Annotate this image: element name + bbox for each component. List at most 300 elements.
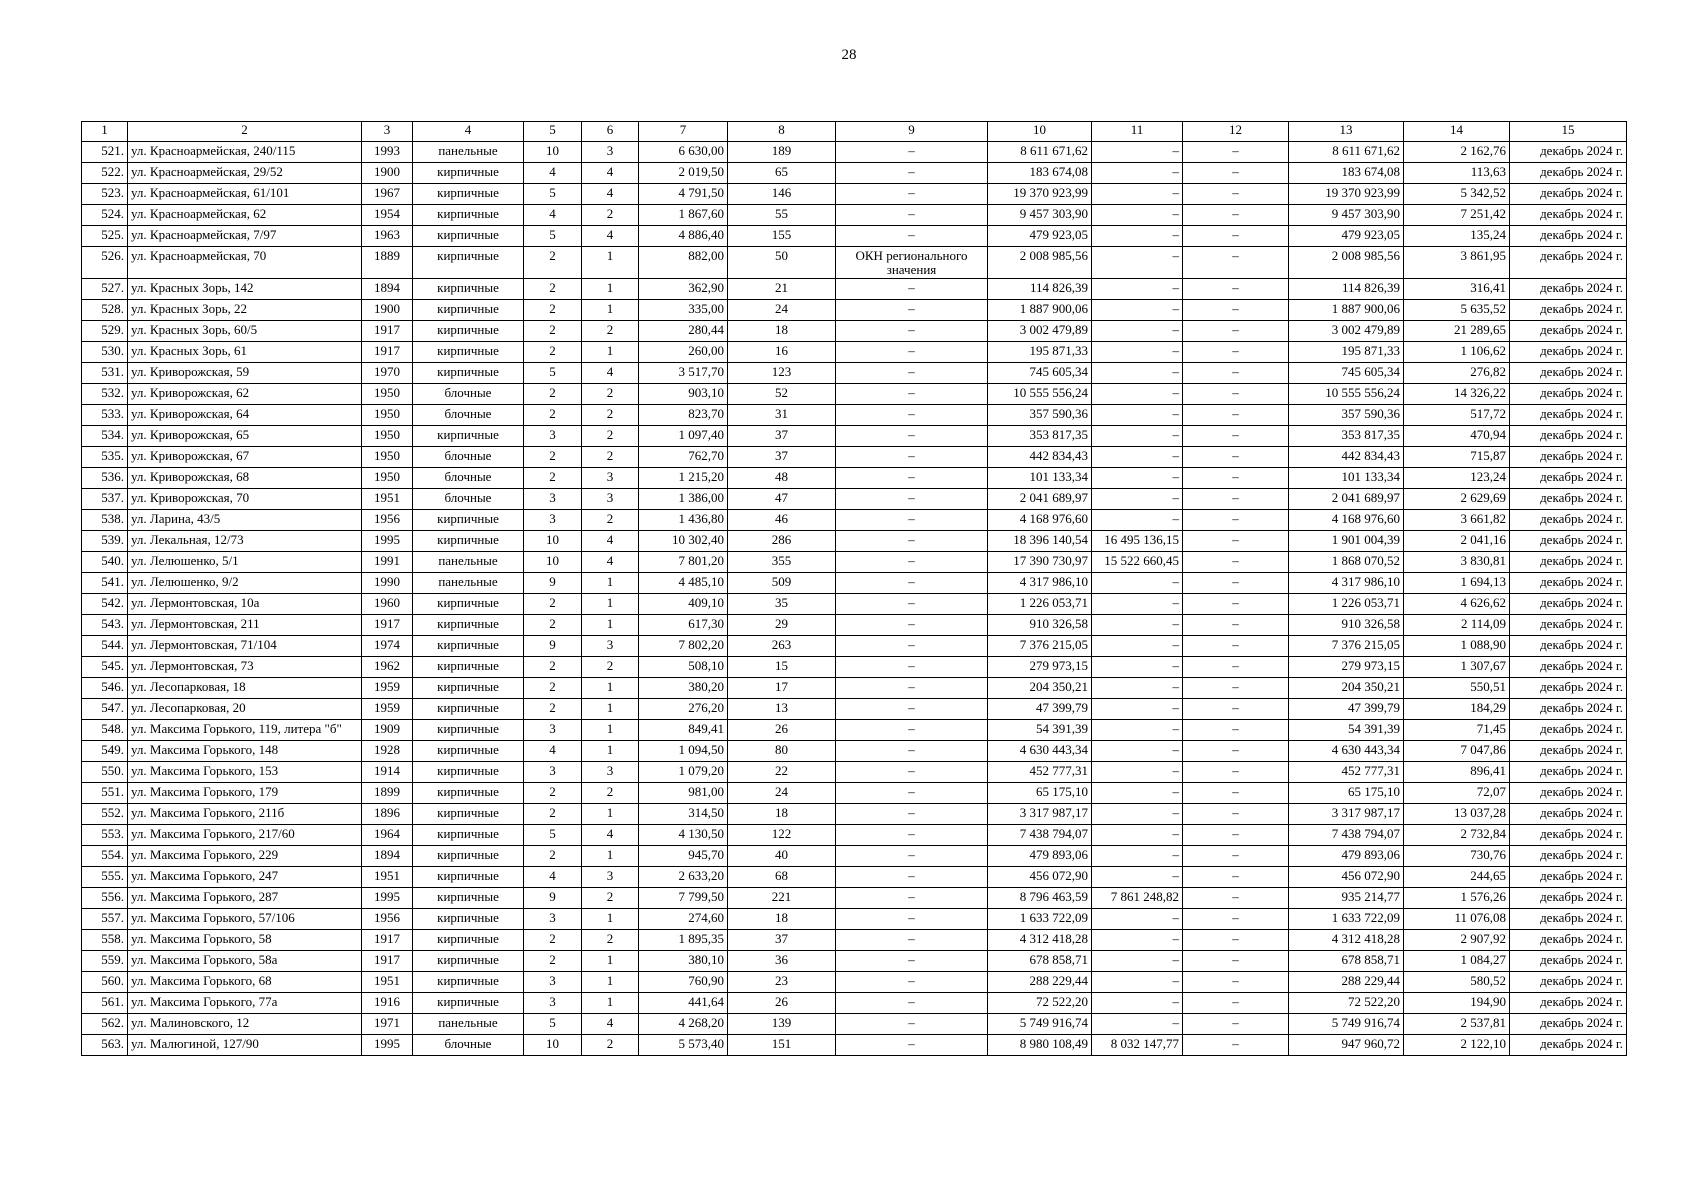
table-row	[82, 205, 1627, 226]
table-cell: 442 834,43	[988, 447, 1092, 468]
table-cell: 4 168 976,60	[988, 510, 1092, 531]
table-cell: –	[836, 762, 988, 783]
table-cell: –	[1183, 426, 1289, 447]
table-cell: –	[1092, 163, 1183, 184]
table-cell: 1900	[362, 163, 413, 184]
table-cell: –	[1092, 720, 1183, 741]
table-cell: 945,70	[639, 846, 728, 867]
table-cell: 31	[728, 405, 836, 426]
table-cell: 184,29	[1404, 699, 1510, 720]
table-cell: блочные	[413, 384, 524, 405]
table-cell: –	[836, 888, 988, 909]
table-cell: декабрь 2024 г.	[1510, 510, 1627, 531]
table-cell: 1	[582, 720, 639, 741]
table-cell: 546.	[82, 678, 128, 699]
table-cell: –	[1183, 867, 1289, 888]
table-cell: –	[1183, 846, 1289, 867]
table-cell: 3	[524, 909, 582, 930]
table-cell: –	[836, 615, 988, 636]
table-cell: 19 370 923,99	[988, 184, 1092, 205]
table-cell: 9	[524, 573, 582, 594]
table-cell: –	[1092, 909, 1183, 930]
table-cell: –	[1092, 142, 1183, 163]
table-cell: 36	[728, 951, 836, 972]
table-cell: 286	[728, 531, 836, 552]
table-cell: 279 973,15	[988, 657, 1092, 678]
table-cell: –	[1092, 804, 1183, 825]
table-cell: –	[1183, 909, 1289, 930]
table-cell: 22	[728, 762, 836, 783]
table-cell: ул. Красноармейская, 62	[128, 205, 362, 226]
table-cell: 1959	[362, 699, 413, 720]
table-cell: 288 229,44	[1289, 972, 1404, 993]
table-cell: 1 868 070,52	[1289, 552, 1404, 573]
table-cell: –	[1092, 930, 1183, 951]
table-cell: 441,64	[639, 993, 728, 1014]
table-cell: ул. Малиновского, 12	[128, 1014, 362, 1035]
table-cell: –	[836, 804, 988, 825]
table-cell: 550,51	[1404, 678, 1510, 699]
table-cell: декабрь 2024 г.	[1510, 489, 1627, 510]
table-row	[82, 867, 1627, 888]
table-cell: 2	[582, 510, 639, 531]
table-cell: кирпичные	[413, 184, 524, 205]
table-cell: –	[1092, 636, 1183, 657]
table-cell: 4	[582, 531, 639, 552]
table-cell: 1956	[362, 909, 413, 930]
table-cell: 21	[728, 279, 836, 300]
table-cell: декабрь 2024 г.	[1510, 279, 1627, 300]
table-cell: 981,00	[639, 783, 728, 804]
table-cell: 2	[524, 247, 582, 279]
table-cell: 4 312 418,28	[1289, 930, 1404, 951]
table-cell: 1894	[362, 279, 413, 300]
table-cell: 52	[728, 384, 836, 405]
table-cell: 29	[728, 615, 836, 636]
table-cell: 5	[524, 363, 582, 384]
table-cell: 1	[582, 804, 639, 825]
column-header: 8	[728, 122, 836, 142]
table-cell: 1995	[362, 888, 413, 909]
table-cell: ул. Красноармейская, 70	[128, 247, 362, 279]
table-cell: 1950	[362, 447, 413, 468]
table-cell: 353 817,35	[988, 426, 1092, 447]
table-cell: 1 088,90	[1404, 636, 1510, 657]
table-row	[82, 636, 1627, 657]
table-cell: 18	[728, 804, 836, 825]
table-cell: 5	[524, 184, 582, 205]
table-cell: –	[836, 741, 988, 762]
table-cell: –	[1092, 972, 1183, 993]
table-row	[82, 363, 1627, 384]
table-cell: 4 485,10	[639, 573, 728, 594]
table-cell: блочные	[413, 447, 524, 468]
table-cell: ул. Максима Горького, 148	[128, 741, 362, 762]
table-cell: 3 002 479,89	[1289, 321, 1404, 342]
table-cell: 10	[524, 142, 582, 163]
table-cell: 3	[524, 720, 582, 741]
table-cell: 3 661,82	[1404, 510, 1510, 531]
table-row	[82, 573, 1627, 594]
table-cell: 1950	[362, 405, 413, 426]
table-cell: 533.	[82, 405, 128, 426]
table-cell: 539.	[82, 531, 128, 552]
table-cell: ул. Красноармейская, 61/101	[128, 184, 362, 205]
table-cell: декабрь 2024 г.	[1510, 321, 1627, 342]
table-cell: блочные	[413, 405, 524, 426]
table-cell: декабрь 2024 г.	[1510, 825, 1627, 846]
table-cell: 1995	[362, 1035, 413, 1056]
table-cell: ул. Максима Горького, 58	[128, 930, 362, 951]
table-row	[82, 909, 1627, 930]
table-cell: декабрь 2024 г.	[1510, 226, 1627, 247]
table-cell: 823,70	[639, 405, 728, 426]
table-cell: 542.	[82, 594, 128, 615]
table-cell: 678 858,71	[1289, 951, 1404, 972]
table-cell: блочные	[413, 489, 524, 510]
table-cell: 849,41	[639, 720, 728, 741]
table-cell: 7 251,42	[1404, 205, 1510, 226]
table-cell: –	[1092, 363, 1183, 384]
table-cell: 2	[524, 615, 582, 636]
table-cell: 1995	[362, 531, 413, 552]
table-cell: 151	[728, 1035, 836, 1056]
table-cell: 528.	[82, 300, 128, 321]
table-cell: 3	[582, 468, 639, 489]
column-header: 5	[524, 122, 582, 142]
table-row	[82, 552, 1627, 573]
table-cell: ул. Максима Горького, 217/60	[128, 825, 362, 846]
table-cell: 550.	[82, 762, 128, 783]
table-cell: ул. Максима Горького, 153	[128, 762, 362, 783]
table-row	[82, 468, 1627, 489]
table-cell: 2	[582, 783, 639, 804]
table-cell: –	[1092, 184, 1183, 205]
table-cell: 1	[582, 300, 639, 321]
table-cell: 3	[524, 972, 582, 993]
column-header: 15	[1510, 122, 1627, 142]
table-cell: –	[836, 279, 988, 300]
table-cell: кирпичные	[413, 846, 524, 867]
table-cell: 1 901 004,39	[1289, 531, 1404, 552]
table-cell: 139	[728, 1014, 836, 1035]
table-cell: –	[836, 846, 988, 867]
table-cell: кирпичные	[413, 226, 524, 247]
table-cell: 7 047,86	[1404, 741, 1510, 762]
table-cell: 8 796 463,59	[988, 888, 1092, 909]
table-cell: 1 106,62	[1404, 342, 1510, 363]
table-cell: 4 317 986,10	[1289, 573, 1404, 594]
table-cell: 7 799,50	[639, 888, 728, 909]
table-cell: 1 386,00	[639, 489, 728, 510]
table-cell: 7 861 248,82	[1092, 888, 1183, 909]
table-cell: –	[1183, 384, 1289, 405]
table-cell: 2 162,76	[1404, 142, 1510, 163]
table-cell: 24	[728, 300, 836, 321]
table-cell: 4 630 443,34	[1289, 741, 1404, 762]
table-cell: 7 376 215,05	[988, 636, 1092, 657]
table-cell: 5 749 916,74	[988, 1014, 1092, 1035]
table-cell: –	[1092, 594, 1183, 615]
table-cell: ул. Криворожская, 64	[128, 405, 362, 426]
table-cell: 1	[582, 279, 639, 300]
table-cell: 1964	[362, 825, 413, 846]
table-cell: 452 777,31	[1289, 762, 1404, 783]
table-cell: 1	[582, 909, 639, 930]
table-row	[82, 594, 1627, 615]
table-cell: –	[836, 142, 988, 163]
table-cell: –	[1183, 993, 1289, 1014]
table-cell: 2	[582, 1035, 639, 1056]
table-body	[82, 142, 1627, 1056]
table-cell: ул. Ларина, 43/5	[128, 510, 362, 531]
table-cell: 2	[524, 342, 582, 363]
table-cell: 762,70	[639, 447, 728, 468]
table-cell: 551.	[82, 783, 128, 804]
table-cell: ул. Лермонтовская, 211	[128, 615, 362, 636]
table-row	[82, 163, 1627, 184]
table-cell: –	[836, 1035, 988, 1056]
table-cell: 529.	[82, 321, 128, 342]
table-cell: панельные	[413, 552, 524, 573]
table-cell: 531.	[82, 363, 128, 384]
table-cell: 48	[728, 468, 836, 489]
table-cell: 35	[728, 594, 836, 615]
table-cell: –	[1092, 205, 1183, 226]
table-cell: 114 826,39	[988, 279, 1092, 300]
table-cell: –	[1183, 142, 1289, 163]
table-cell: 2	[582, 930, 639, 951]
column-header: 9	[836, 122, 988, 142]
table-cell: 221	[728, 888, 836, 909]
table-cell: 1	[582, 678, 639, 699]
table-cell: 5	[524, 825, 582, 846]
table-cell: 1896	[362, 804, 413, 825]
table-cell: 2	[582, 405, 639, 426]
table-cell: 10	[524, 531, 582, 552]
table-cell: декабрь 2024 г.	[1510, 993, 1627, 1014]
table-cell: 554.	[82, 846, 128, 867]
table-cell: 1	[582, 615, 639, 636]
table-cell: –	[1183, 741, 1289, 762]
column-header: 11	[1092, 122, 1183, 142]
table-cell: 1900	[362, 300, 413, 321]
table-row	[82, 405, 1627, 426]
table-cell: декабрь 2024 г.	[1510, 867, 1627, 888]
table-cell: кирпичные	[413, 300, 524, 321]
table-cell: 1 215,20	[639, 468, 728, 489]
table-cell: –	[836, 363, 988, 384]
table-cell: 279 973,15	[1289, 657, 1404, 678]
table-cell: –	[1183, 678, 1289, 699]
table-cell: 903,10	[639, 384, 728, 405]
table-cell: 561.	[82, 993, 128, 1014]
table-cell: 442 834,43	[1289, 447, 1404, 468]
table-cell: 1 633 722,09	[988, 909, 1092, 930]
table-cell: 4	[582, 163, 639, 184]
table-row	[82, 510, 1627, 531]
table-cell: 553.	[82, 825, 128, 846]
table-cell: 7 438 794,07	[1289, 825, 1404, 846]
table-cell: ул. Лесопарковая, 20	[128, 699, 362, 720]
table-cell: –	[836, 720, 988, 741]
table-cell: 10 555 556,24	[1289, 384, 1404, 405]
table-cell: декабрь 2024 г.	[1510, 163, 1627, 184]
table-cell: 4	[524, 163, 582, 184]
table-cell: декабрь 2024 г.	[1510, 888, 1627, 909]
table-cell: 1 436,80	[639, 510, 728, 531]
table-cell: –	[1183, 573, 1289, 594]
table-cell: 524.	[82, 205, 128, 226]
table-cell: –	[836, 300, 988, 321]
table-cell: декабрь 2024 г.	[1510, 247, 1627, 279]
table-cell: 362,90	[639, 279, 728, 300]
table-cell: 46	[728, 510, 836, 531]
table-cell: ул. Красных Зорь, 61	[128, 342, 362, 363]
table-cell: –	[836, 930, 988, 951]
table-cell: 1960	[362, 594, 413, 615]
table-cell: –	[1183, 510, 1289, 531]
table-cell: 4	[582, 184, 639, 205]
table-row	[82, 342, 1627, 363]
table-cell: ул. Максима Горького, 57/106	[128, 909, 362, 930]
table-cell: –	[1092, 783, 1183, 804]
table-cell: 189	[728, 142, 836, 163]
table-cell: –	[1092, 384, 1183, 405]
table-cell: 1	[582, 993, 639, 1014]
table-cell: 2	[524, 783, 582, 804]
table-cell: кирпичные	[413, 720, 524, 741]
table-cell: 123,24	[1404, 468, 1510, 489]
table-cell: 2	[524, 657, 582, 678]
table-cell: –	[1183, 342, 1289, 363]
table-cell: 380,20	[639, 678, 728, 699]
table-cell: 1993	[362, 142, 413, 163]
table-cell: 1 097,40	[639, 426, 728, 447]
table-cell: 534.	[82, 426, 128, 447]
table-cell: 1	[582, 247, 639, 279]
table-cell: декабрь 2024 г.	[1510, 846, 1627, 867]
table-cell: –	[836, 972, 988, 993]
table-cell: 280,44	[639, 321, 728, 342]
table-cell: 523.	[82, 184, 128, 205]
table-cell: 544.	[82, 636, 128, 657]
table-cell: 47 399,79	[1289, 699, 1404, 720]
table-cell: –	[1092, 226, 1183, 247]
table-cell: 72 522,20	[988, 993, 1092, 1014]
table-row	[82, 741, 1627, 762]
table-cell: 3 830,81	[1404, 552, 1510, 573]
table-cell: 8 611 671,62	[988, 142, 1092, 163]
table-cell: –	[1092, 825, 1183, 846]
table-cell: 2	[524, 846, 582, 867]
table-cell: блочные	[413, 468, 524, 489]
table-cell: 1	[582, 573, 639, 594]
table-cell: кирпичные	[413, 279, 524, 300]
table-cell: –	[1183, 1014, 1289, 1035]
table-cell: 7 801,20	[639, 552, 728, 573]
table-cell: –	[1092, 405, 1183, 426]
table-cell: 8 611 671,62	[1289, 142, 1404, 163]
table-cell: 2	[582, 447, 639, 468]
table-row	[82, 226, 1627, 247]
table-cell: 21 289,65	[1404, 321, 1510, 342]
table-cell: 1954	[362, 205, 413, 226]
table-cell: 4 317 986,10	[988, 573, 1092, 594]
table-cell: –	[1183, 321, 1289, 342]
table-cell: 935 214,77	[1289, 888, 1404, 909]
table-cell: –	[836, 184, 988, 205]
table-cell: декабрь 2024 г.	[1510, 762, 1627, 783]
table-cell: 8 980 108,49	[988, 1035, 1092, 1056]
table-cell: ул. Криворожская, 68	[128, 468, 362, 489]
table-cell: 18	[728, 909, 836, 930]
table-row	[82, 762, 1627, 783]
table-row	[82, 993, 1627, 1014]
table-cell: 3 002 479,89	[988, 321, 1092, 342]
table-cell: декабрь 2024 г.	[1510, 615, 1627, 636]
table-cell: ул. Максима Горького, 287	[128, 888, 362, 909]
table-row	[82, 142, 1627, 163]
table-cell: ул. Красноармейская, 240/115	[128, 142, 362, 163]
column-header: 3	[362, 122, 413, 142]
table-cell: –	[836, 867, 988, 888]
table-cell: 543.	[82, 615, 128, 636]
table-cell: –	[1183, 804, 1289, 825]
table-cell: –	[1092, 279, 1183, 300]
table-cell: 3 517,70	[639, 363, 728, 384]
column-header: 12	[1183, 122, 1289, 142]
table-cell: ул. Максима Горького, 229	[128, 846, 362, 867]
table-cell: 2	[524, 594, 582, 615]
table-cell: 2	[524, 951, 582, 972]
table-cell: –	[1183, 972, 1289, 993]
table-cell: 204 350,21	[1289, 678, 1404, 699]
table-cell: –	[1092, 447, 1183, 468]
table-cell: 4	[582, 825, 639, 846]
table-cell: кирпичные	[413, 205, 524, 226]
table-cell: декабрь 2024 г.	[1510, 909, 1627, 930]
table-cell: –	[1092, 321, 1183, 342]
table-cell: –	[1092, 615, 1183, 636]
table-cell: 3	[524, 510, 582, 531]
table-cell: 760,90	[639, 972, 728, 993]
table-cell: –	[1183, 615, 1289, 636]
table-cell: 1 867,60	[639, 205, 728, 226]
table-cell: 6 630,00	[639, 142, 728, 163]
table-cell: 2	[524, 468, 582, 489]
table-cell: декабрь 2024 г.	[1510, 142, 1627, 163]
table-cell: 4 630 443,34	[988, 741, 1092, 762]
table-cell: 1970	[362, 363, 413, 384]
table-cell: –	[836, 426, 988, 447]
table-cell: декабрь 2024 г.	[1510, 468, 1627, 489]
table-cell: 896,41	[1404, 762, 1510, 783]
table-cell: 24	[728, 783, 836, 804]
table-cell: 5	[524, 1014, 582, 1035]
table-cell: 2	[524, 678, 582, 699]
table-cell: 456 072,90	[1289, 867, 1404, 888]
table-cell: 479 893,06	[1289, 846, 1404, 867]
table-cell: 1 226 053,71	[1289, 594, 1404, 615]
table-cell: 1899	[362, 783, 413, 804]
table-cell: 1951	[362, 867, 413, 888]
table-cell: 135,24	[1404, 226, 1510, 247]
table-cell: 316,41	[1404, 279, 1510, 300]
table-cell: 1967	[362, 184, 413, 205]
table-cell: ул. Красноармейская, 29/52	[128, 163, 362, 184]
table-cell: 16 495 136,15	[1092, 531, 1183, 552]
